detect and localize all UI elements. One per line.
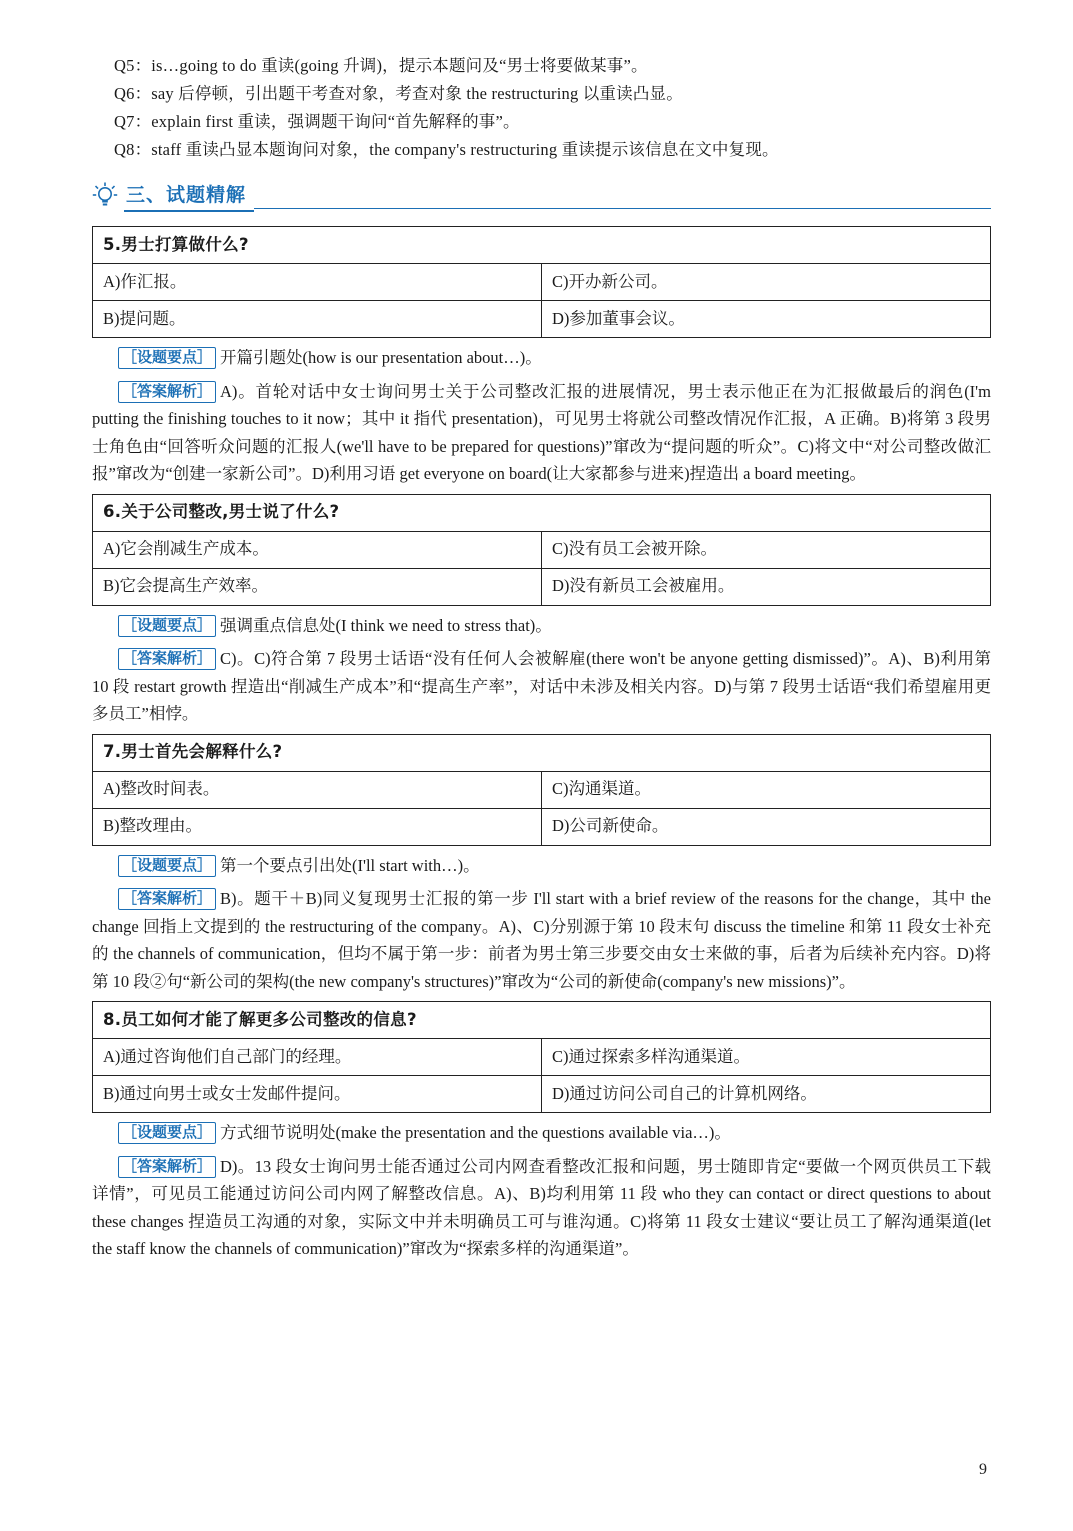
question-stem: 8.员工如何才能了解更多公司整改的信息? bbox=[93, 1002, 991, 1039]
question-table bbox=[92, 1001, 991, 1113]
answer-analysis-label: ［答案解析］ bbox=[118, 888, 216, 910]
question-block bbox=[92, 1001, 991, 1263]
key-point-label: ［设题要点］ bbox=[118, 1122, 216, 1144]
key-point-paragraph bbox=[92, 1119, 991, 1147]
analysis-text: C)。C)符合第 7 段男士话语“没有任何人会被解雇(there won't be anyone getting dismissed)”。A)、B)利用第 10 段 restart growth 捏造出“削减生产成本”和“提高生产率”，对话中未涉及相关内容。D)与第 7 段男士话语“我们希望雇用更多员工”相悖。 bbox=[92, 649, 991, 723]
key-point-text: 强调重点信息处(I think we need to stress that)。 bbox=[220, 615, 552, 635]
question-block bbox=[92, 494, 991, 728]
answer-analysis-label: ［答案解析］ bbox=[118, 648, 216, 670]
option-c[interactable]: C)开办新公司。 bbox=[542, 264, 991, 301]
analysis-paragraph bbox=[92, 645, 991, 728]
question-stem: 5.男士打算做什么? bbox=[93, 227, 991, 264]
analysis-text: A)。首轮对话中女士询问男士关于公司整改汇报的进展情况，男士表示他正在为汇报做最后的润色(I'm putting the finishing touches to it now；其中 it 指代 presentation)，可见男士将就公司整改情况作汇报，A 正确。B)将第 3 段男士角色由“回答听众问题的汇报人(we'll have to be prepared for questions)”窜改为“提问题的听众”。C)将文中“对公司整改做汇报”窜改为“创建一家新公司”。D)利用习语 get everyone on board(让大家都参与进来)捏造出 a board meeting。 bbox=[92, 381, 991, 483]
note-line: Q5：is…going to do 重读(going 升调)，提示本题问及“男士将要做某事”。 bbox=[114, 56, 648, 75]
key-point-text: 开篇引题处(how is our presentation about…)。 bbox=[220, 348, 542, 367]
section-title: 三、试题精解 bbox=[124, 182, 254, 212]
table-row bbox=[93, 1076, 991, 1113]
option-a[interactable]: A)整改时间表。 bbox=[93, 771, 542, 808]
note-line: Q7：explain first 重读，强调题干询问“首先解释的事”。 bbox=[114, 112, 520, 131]
table-row bbox=[93, 771, 991, 808]
note-line: Q6：say 后停顿，引出题干考查对象，考查对象 the restructuring 以重读凸显。 bbox=[114, 84, 683, 103]
audio-notes bbox=[92, 52, 991, 164]
table-row bbox=[93, 568, 991, 605]
key-point-text: 方式细节说明处(make the presentation and the questions available via…)。 bbox=[220, 1123, 731, 1142]
option-a[interactable]: A)作汇报。 bbox=[93, 264, 542, 301]
lightbulb-icon bbox=[92, 182, 118, 212]
section-rule bbox=[254, 184, 991, 209]
option-b[interactable]: B)整改理由。 bbox=[93, 808, 542, 845]
option-d[interactable]: D)公司新使命。 bbox=[542, 808, 991, 845]
question-block bbox=[92, 734, 991, 996]
key-point-paragraph bbox=[92, 852, 991, 880]
page-number: 9 bbox=[979, 1461, 987, 1478]
option-b[interactable]: B)通过向男士或女士发邮件提问。 bbox=[93, 1076, 542, 1113]
key-point-text: 第一个要点引出处(I'll start with…)。 bbox=[220, 855, 480, 875]
table-row bbox=[93, 227, 991, 264]
table-row bbox=[93, 734, 991, 771]
key-point-paragraph bbox=[92, 612, 991, 640]
option-a[interactable]: A)它会削减生产成本。 bbox=[93, 531, 542, 568]
option-b[interactable]: B)它会提高生产效率。 bbox=[93, 568, 542, 605]
option-d[interactable]: D)没有新员工会被雇用。 bbox=[542, 568, 991, 605]
question-table bbox=[92, 734, 991, 846]
table-row bbox=[93, 1002, 991, 1039]
option-c[interactable]: C)通过探索多样沟通渠道。 bbox=[542, 1039, 991, 1076]
section-header bbox=[92, 182, 991, 212]
table-row bbox=[93, 531, 991, 568]
key-point-label: ［设题要点］ bbox=[118, 855, 216, 877]
question-table bbox=[92, 226, 991, 338]
table-row bbox=[93, 808, 991, 845]
analysis-paragraph bbox=[92, 1153, 991, 1263]
table-row bbox=[93, 264, 991, 301]
question-stem: 7.男士首先会解释什么? bbox=[93, 734, 991, 771]
option-d[interactable]: D)通过访问公司自己的计算机网络。 bbox=[542, 1076, 991, 1113]
key-point-label: ［设题要点］ bbox=[118, 615, 216, 637]
analysis-text: D)。13 段女士询问男士能否通过公司内网查看整改汇报和问题，男士随即肯定“要做一个网页供员工下载详情”，可见员工能通过访问公司内网了解整改信息。A)、B)均利用第 11 段 who they can contact or direct questions to about these changes 捏造员工沟通的对象，实际文中并未明确员工可与谁沟通。C)将第 11 段女士建议“要让员工了解沟通渠道(let the staff know the channels of communication)”窜改为“探索多样的沟通渠道”。 bbox=[92, 1156, 991, 1258]
option-b[interactable]: B)提问题。 bbox=[93, 301, 542, 338]
option-d[interactable]: D)参加董事会议。 bbox=[542, 301, 991, 338]
analysis-paragraph bbox=[92, 885, 991, 995]
option-a[interactable]: A)通过咨询他们自己部门的经理。 bbox=[93, 1039, 542, 1076]
option-c[interactable]: C)没有员工会被开除。 bbox=[542, 531, 991, 568]
table-row bbox=[93, 1039, 991, 1076]
analysis-paragraph bbox=[92, 378, 991, 488]
question-stem: 6.关于公司整改,男士说了什么? bbox=[93, 494, 991, 531]
table-row bbox=[93, 301, 991, 338]
answer-analysis-label: ［答案解析］ bbox=[118, 381, 216, 403]
answer-analysis-label: ［答案解析］ bbox=[118, 1156, 216, 1178]
question-block bbox=[92, 226, 991, 488]
table-row bbox=[93, 494, 991, 531]
note-line: Q8：staff 重读凸显本题询问对象，the company's restructuring 重读提示该信息在文中复现。 bbox=[114, 140, 779, 159]
key-point-paragraph bbox=[92, 344, 991, 372]
analysis-text: B)。题干＋B)同义复现男士汇报的第一步 I'll start with a brief review of the reasons for the change，其中 the change 回指上文提到的 the restructuring of the company。A)、C)分别源于第 10 段末句 discuss the timeline 和第 11 段女士补充的 the channels of communication，但均不属于第一步：前者为男士第三步要交由女士来做的事，后者为后续补充内容。D)将第 10 段②句“新公司的架构(the new company's structures)”窜改为“公司的新使命(company's new missions)”。 bbox=[92, 889, 991, 991]
option-c[interactable]: C)沟通渠道。 bbox=[542, 771, 991, 808]
key-point-label: ［设题要点］ bbox=[118, 347, 216, 369]
question-table bbox=[92, 494, 991, 606]
